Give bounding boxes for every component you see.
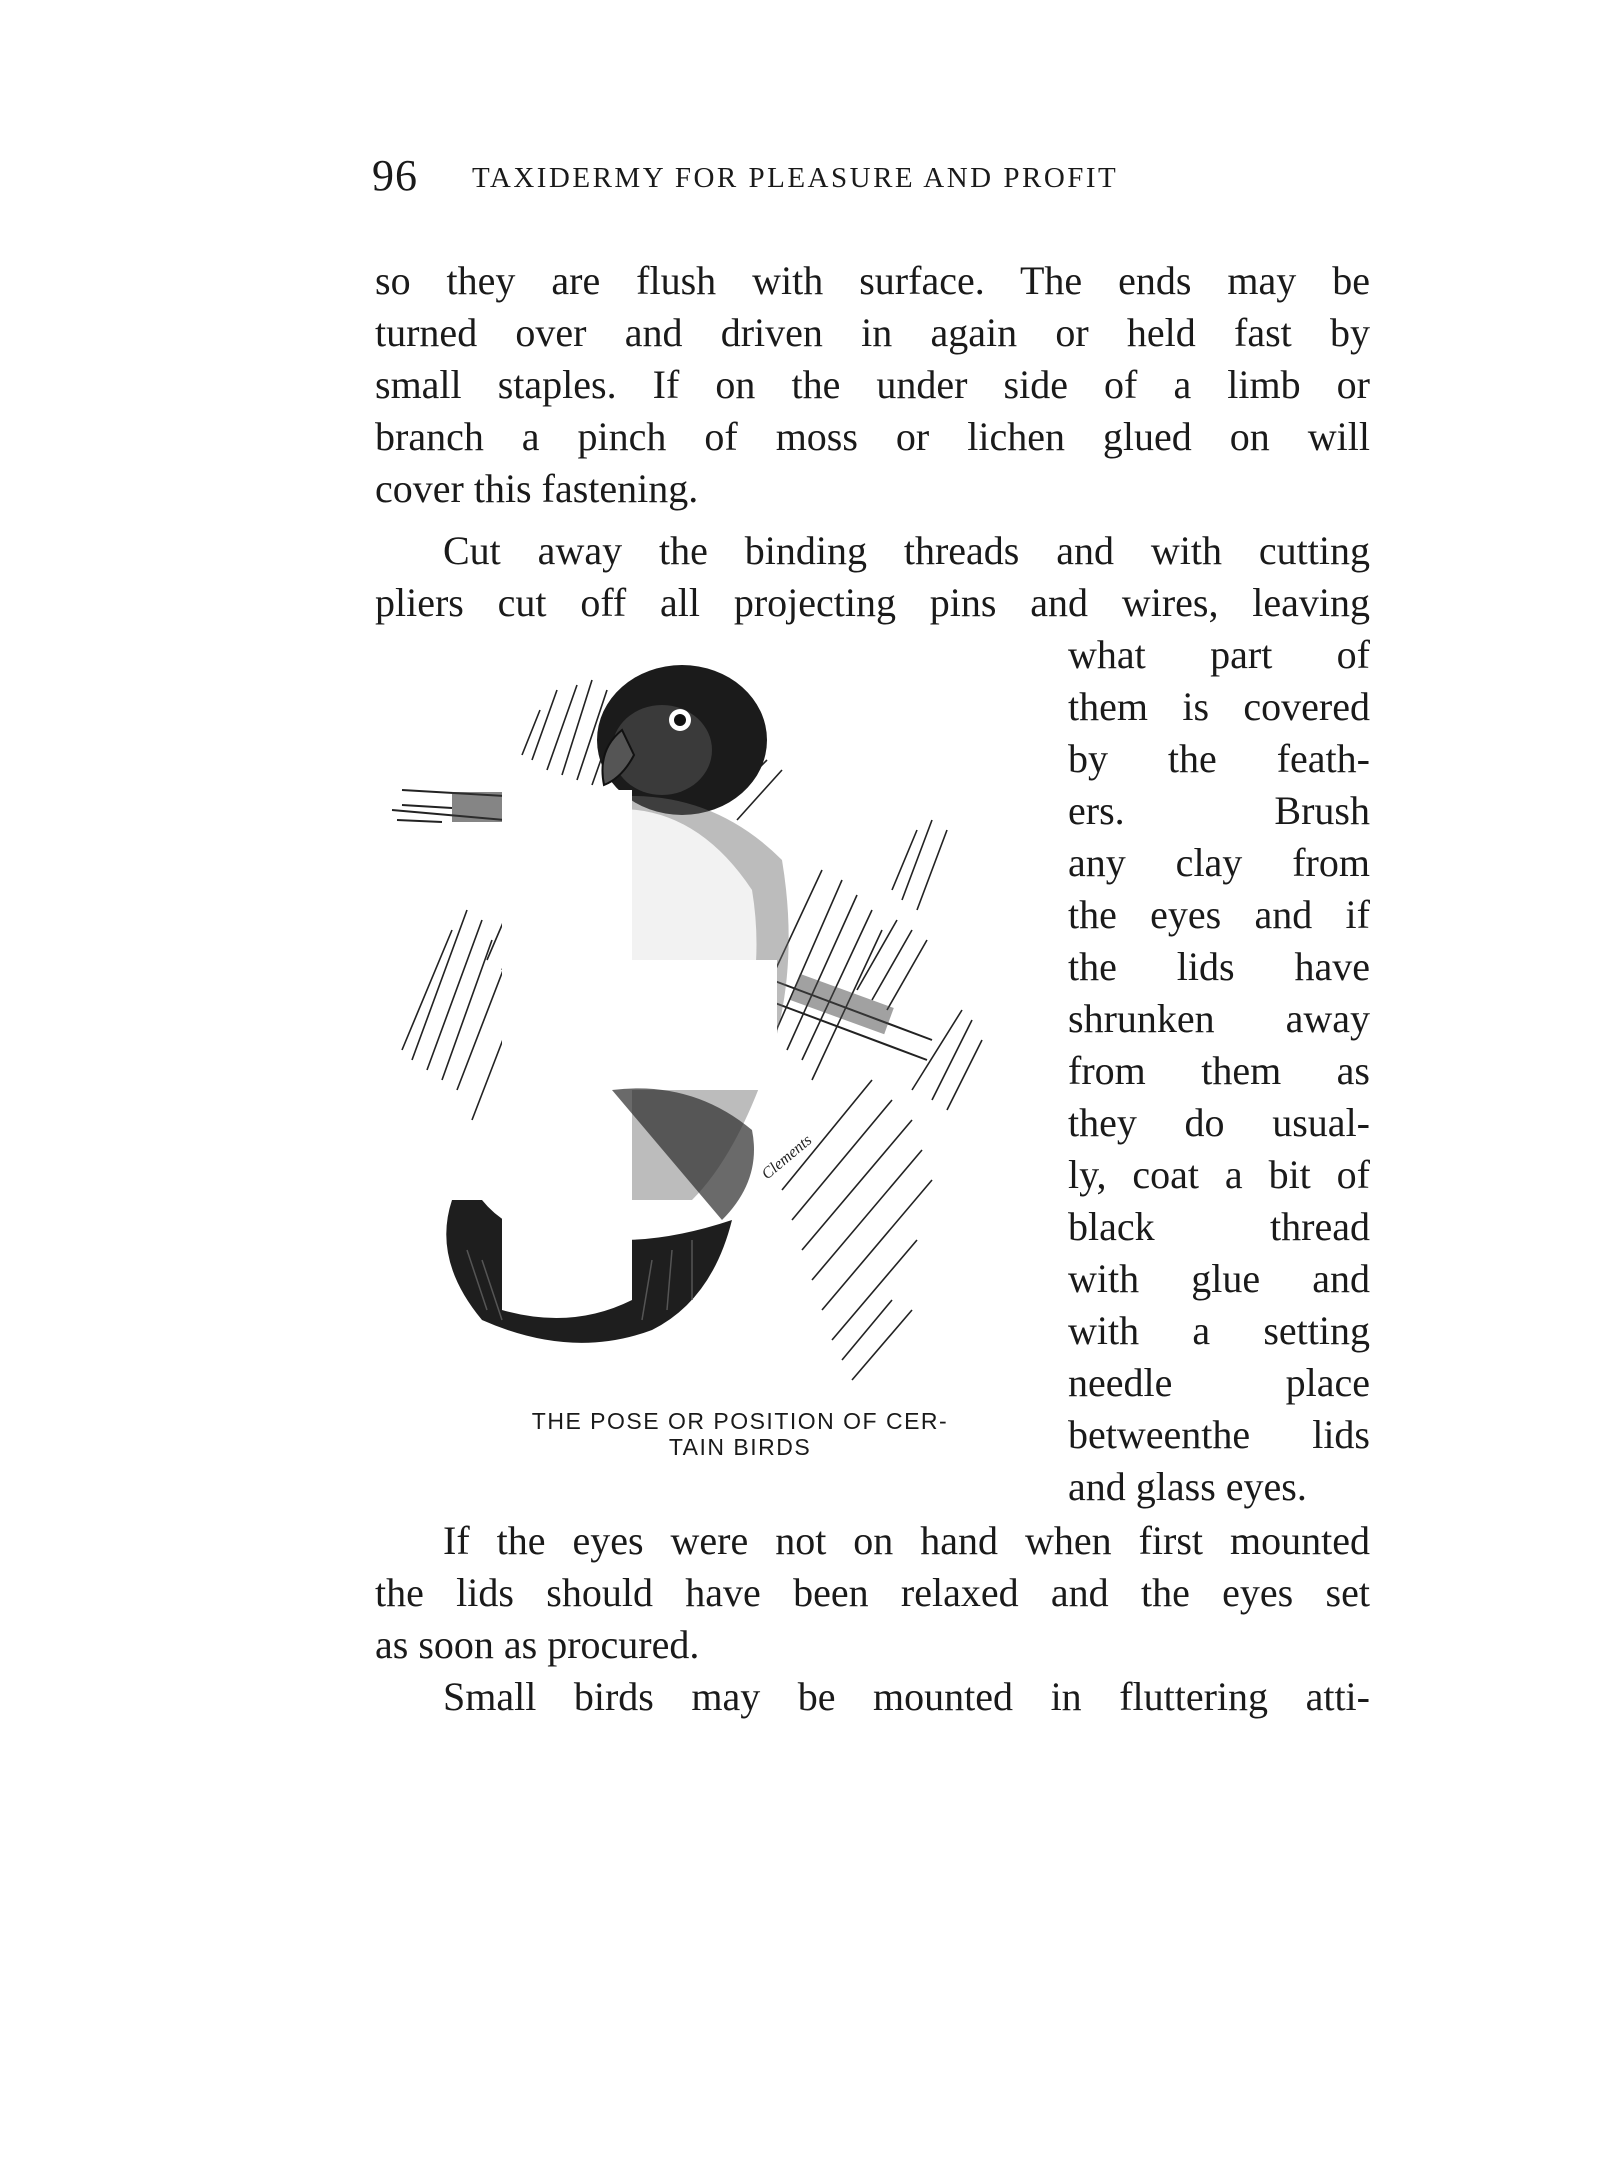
text-line: them is covered — [1068, 684, 1370, 729]
figure-caption — [425, 1408, 1055, 1460]
bird-engraving — [372, 660, 1032, 1400]
running-title: TAXIDERMY FOR PLEASURE AND PROFIT — [472, 162, 1119, 194]
page-header — [372, 150, 1372, 200]
text-line: so they are flush with surface. The ends may be — [375, 258, 1370, 303]
text-line: by the feath- — [1068, 736, 1370, 781]
text-line: Small birds may be mounted in fluttering atti- — [443, 1674, 1370, 1719]
text-line: the eyes and if — [1068, 892, 1370, 937]
text-line: ly, coat a bit of — [1068, 1152, 1370, 1197]
text-line: with a setting — [1068, 1308, 1370, 1353]
text-line: black thread — [1068, 1204, 1370, 1249]
caption-line: TAIN BIRDS — [668, 1434, 812, 1460]
text-line: as soon as procured. — [375, 1622, 700, 1667]
text-line: If the eyes were not on hand when first mounted — [443, 1518, 1370, 1563]
text-line: they do usual- — [1068, 1100, 1370, 1145]
page-number: 96 — [372, 151, 418, 200]
text-line: any clay from — [1068, 840, 1370, 885]
text-line: needle place — [1068, 1360, 1370, 1405]
text-line: with glue and — [1068, 1256, 1370, 1301]
text-line: shrunken away — [1068, 996, 1370, 1041]
text-line: from them as — [1068, 1048, 1370, 1093]
bird-illustration — [372, 660, 1032, 1400]
text-line: the lids should have been relaxed and the eyes set — [375, 1570, 1370, 1615]
text-line: cover this fastening. — [375, 466, 699, 511]
text-line: ers. Brush — [1068, 788, 1370, 833]
text-line: small staples. If on the under side of a limb or — [375, 362, 1370, 407]
text-line: pliers cut off all projecting pins and wires, leaving — [375, 580, 1370, 625]
text-line: the lids have — [1068, 944, 1370, 989]
text-line: what part of — [1068, 632, 1370, 677]
bird-tail — [446, 1200, 732, 1343]
bird-body — [502, 790, 789, 1220]
text-line: turned over and driven in again or held fast by — [375, 310, 1370, 355]
branch-right — [767, 974, 932, 1060]
text-line: Cut away the binding threads and with cutting — [443, 528, 1370, 573]
artist-signature: Clements — [758, 1131, 816, 1184]
text-line: betweenthe lids — [1068, 1412, 1370, 1457]
text-line: and glass eyes. — [1068, 1464, 1307, 1509]
text-line: branch a pinch of moss or lichen glued on will — [375, 414, 1370, 459]
caption-line: THE POSE OR POSITION OF CER- — [531, 1408, 949, 1434]
